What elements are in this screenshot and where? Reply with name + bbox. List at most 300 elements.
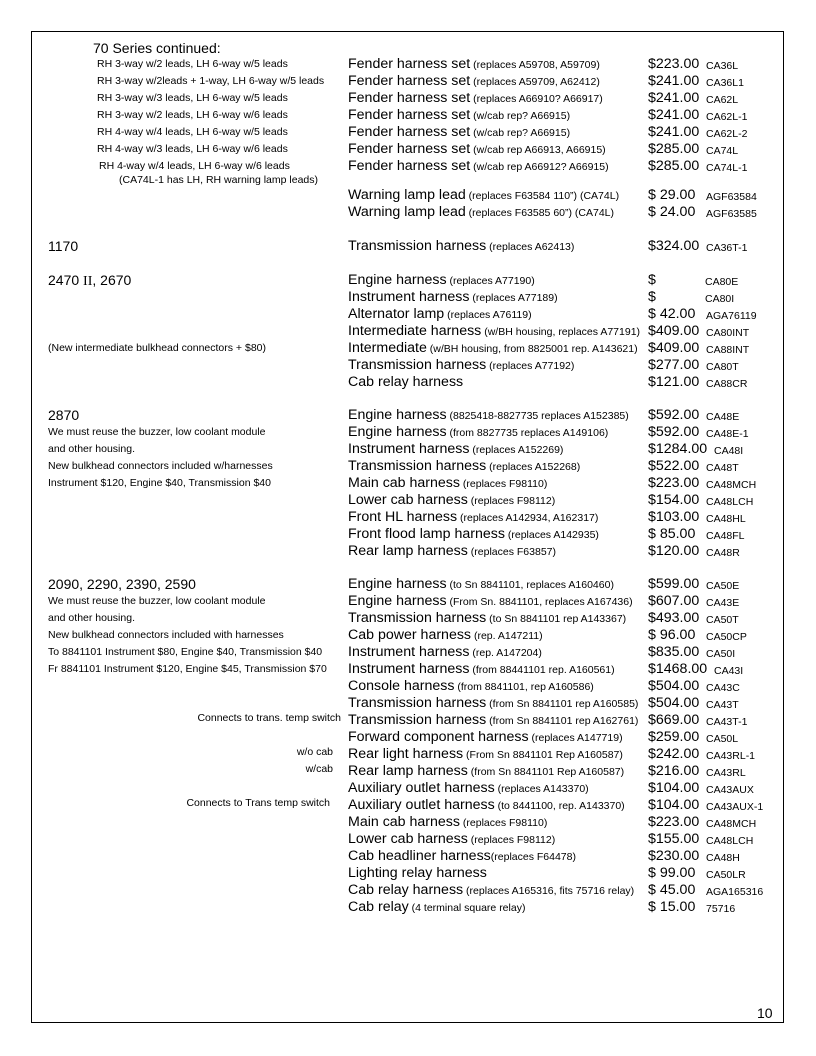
item-price-value: $ (648, 272, 656, 288)
item-price (648, 627, 695, 644)
catalog-item (348, 865, 487, 882)
item-name: Rear lamp harness (348, 543, 468, 559)
item-price (648, 187, 695, 204)
item-detail: (replaces F98110) (459, 478, 548, 490)
item-price (648, 441, 707, 458)
item-code: CA43AUX-1 (706, 801, 764, 813)
item-detail: (replaces A76119) (444, 309, 532, 321)
item-code: CA48R (706, 547, 740, 559)
item-name: Transmission harness (348, 357, 487, 373)
item-detail: (replaces A152268) (486, 461, 581, 473)
item-code: CA48T (706, 462, 739, 474)
item-price (648, 848, 699, 865)
item-code: CA48E-1 (706, 428, 749, 440)
item-code: CA50T (706, 614, 739, 626)
item-price (648, 107, 699, 124)
item-price-value: $241.00 (648, 73, 700, 89)
item-code: 75716 (706, 903, 736, 915)
item-name: Warning lamp lead (348, 187, 466, 203)
item-price-value: $ 99.00 (648, 865, 696, 881)
item-code: AGA76119 (706, 310, 757, 322)
item-price-value: $285.00 (648, 158, 700, 174)
item-name: Engine harness (348, 272, 447, 288)
item-price (648, 644, 699, 661)
item-name: Instrument harness (348, 289, 470, 305)
item-code: CA74L-1 (706, 162, 748, 174)
item-price (648, 475, 699, 492)
item-detail: (replaces A66910? A66917) (470, 93, 603, 105)
catalog-item (348, 899, 525, 917)
catalog-item (348, 610, 626, 628)
right-aligned-note: Connects to Trans temp switch (186, 797, 330, 809)
item-name: Engine harness (348, 576, 447, 592)
item-price (648, 899, 695, 916)
item-price-value: $ 96.00 (648, 627, 696, 643)
item-code: CA43I (714, 665, 744, 677)
item-detail: (replaces A147719) (528, 732, 623, 744)
item-detail: (replaces A77189) (469, 292, 558, 304)
item-code: CA43RL-1 (706, 750, 756, 762)
item-price-value: $242.00 (648, 746, 700, 762)
left-note: RH 4-way w/4 leads, LH 6-way w/5 leads (97, 126, 288, 138)
catalog-item (348, 797, 625, 815)
item-name: Cab headliner harness (348, 848, 491, 864)
item-code: CA48HL (706, 513, 746, 525)
catalog-item (348, 746, 623, 764)
item-detail: (replaces F98110) (459, 817, 548, 829)
item-detail: (replaces F63857) (467, 546, 557, 558)
item-detail: (w/BH housing, replaces A77191) (481, 326, 641, 338)
item-price (648, 797, 699, 814)
item-name: Intermediate (348, 340, 427, 356)
item-price-value: $504.00 (648, 678, 700, 694)
item-code: CA48FL (706, 530, 745, 542)
item-name: Auxiliary outlet harness (348, 780, 495, 796)
model-group-label: 2090, 2290, 2390, 2590 (48, 576, 196, 592)
item-name: Cab relay harness (348, 882, 464, 898)
catalog-item (348, 238, 574, 256)
catalog-item (348, 695, 638, 713)
item-detail: (replaces A142934, A162317) (457, 512, 599, 524)
catalog-item (348, 661, 615, 679)
catalog-item (348, 882, 634, 900)
item-code: CA48I (714, 445, 744, 457)
left-note: and other housing. (48, 443, 135, 455)
item-code: CA62L (706, 94, 739, 106)
catalog-item (348, 543, 556, 561)
item-name: Lighting relay harness (348, 865, 487, 881)
item-price-value: $324.00 (648, 238, 700, 254)
model-group-label (48, 272, 131, 290)
item-price-value: $409.00 (648, 340, 700, 356)
catalog-item (348, 323, 640, 341)
item-price (648, 746, 699, 763)
model-group-label-part: , 2670 (92, 272, 132, 288)
catalog-item (348, 124, 570, 142)
item-name: Fender harness set (348, 158, 471, 174)
item-price (648, 593, 699, 610)
item-name: Fender harness set (348, 56, 471, 72)
item-detail: (replaces A59708, A59709) (470, 59, 600, 71)
item-detail: (replaces F64478) (490, 851, 576, 863)
item-code: CA48MCH (706, 479, 757, 491)
item-price (648, 576, 699, 593)
item-name: Engine harness (348, 424, 447, 440)
item-price (648, 695, 699, 712)
item-detail: (replaces A152269) (469, 444, 564, 456)
left-note: We must reuse the buzzer, low coolant module (48, 595, 266, 607)
item-price-value: $ 24.00 (648, 204, 696, 220)
item-detail: (replaces F98112) (467, 834, 556, 846)
item-price (648, 374, 699, 391)
page-number: 10 (757, 1005, 773, 1021)
item-code: CA50LR (706, 869, 746, 881)
item-price-value: $ 42.00 (648, 306, 696, 322)
item-price-value: $669.00 (648, 712, 700, 728)
catalog-item (348, 712, 638, 730)
catalog-item (348, 831, 555, 849)
item-price (648, 882, 695, 899)
catalog-item (348, 289, 558, 307)
model-group-label: 2870 (48, 407, 80, 423)
item-name: Front HL harness (348, 509, 458, 525)
item-detail: (rep. A147211) (471, 630, 543, 642)
item-price (648, 357, 699, 374)
item-code: AGF63585 (706, 208, 757, 220)
item-code: CA80E (705, 276, 739, 288)
item-name: Cab relay (348, 899, 409, 915)
item-price-value: $592.00 (648, 424, 700, 440)
item-code: CA43T-1 (706, 716, 748, 728)
item-name: Transmission harness (348, 712, 487, 728)
item-detail: (replaces F98112) (467, 495, 556, 507)
item-price-value: $241.00 (648, 107, 700, 123)
item-price-value: $ (648, 289, 656, 305)
item-code: CA62L-1 (706, 111, 748, 123)
catalog-item (348, 187, 619, 205)
item-name: Instrument harness (348, 644, 470, 660)
item-detail: (replaces A143370) (494, 783, 589, 795)
item-code: CA80T (706, 361, 739, 373)
item-name: Forward component harness (348, 729, 529, 745)
item-detail: (from Sn 8841101 Rep A160587) (467, 766, 625, 778)
catalog-item (348, 204, 614, 222)
item-price (648, 661, 707, 678)
catalog-item (348, 306, 532, 324)
left-note: and other housing. (48, 612, 135, 624)
item-detail: (replaces A165316, fits 75716 relay) (463, 885, 635, 897)
item-price (648, 158, 699, 175)
left-note: To 8841101 Instrument $80, Engine $40, Transmission $40 (48, 646, 323, 658)
item-price (648, 424, 699, 441)
model-group-label-part: 2470 (48, 272, 84, 288)
catalog-item (348, 340, 638, 358)
item-code: CA43T (706, 699, 739, 711)
left-note: Instrument $120, Engine $40, Transmission $40 (48, 477, 271, 489)
item-name: Intermediate harness (348, 323, 482, 339)
item-code: CA88CR (706, 378, 748, 390)
item-code: CA50I (706, 648, 736, 660)
item-price (648, 73, 699, 90)
item-name: Fender harness set (348, 124, 471, 140)
item-name: Instrument harness (348, 661, 470, 677)
item-name: Transmission harness (348, 695, 487, 711)
left-note: New bulkhead connectors included with harnesses (48, 629, 284, 641)
item-name: Engine harness (348, 593, 447, 609)
catalog-item (348, 424, 608, 442)
catalog-item (348, 272, 535, 290)
item-price-value: $104.00 (648, 780, 700, 796)
catalog-item (348, 509, 598, 527)
item-name: Instrument harness (348, 441, 470, 457)
item-code: CA43RL (706, 767, 746, 779)
item-price (648, 306, 695, 323)
item-price-value: $ 85.00 (648, 526, 696, 542)
item-price (648, 729, 699, 746)
item-price (648, 56, 699, 73)
right-aligned-note: w/cab (305, 763, 333, 775)
item-code: CA48MCH (706, 818, 757, 830)
item-code: CA43C (706, 682, 740, 694)
left-note: (CA74L-1 has LH, RH warning lamp leads) (119, 174, 319, 186)
catalog-item (348, 644, 542, 662)
item-price (648, 323, 699, 340)
item-detail: (replaces A62413) (486, 241, 575, 253)
item-code: CA80INT (706, 327, 750, 339)
item-code: CA43E (706, 597, 740, 609)
item-code: CA50CP (706, 631, 747, 643)
item-price-value: $1284.00 (648, 441, 708, 457)
item-price-value: $223.00 (648, 814, 700, 830)
left-note: (New intermediate bulkhead connectors + $80) (48, 342, 266, 354)
item-detail: (from Sn 8841101 rep A160585) (486, 698, 639, 710)
catalog-item (348, 107, 570, 125)
item-price (648, 238, 699, 255)
catalog-item (348, 678, 594, 696)
item-price (648, 814, 699, 831)
catalog-item (348, 729, 623, 747)
left-note: RH 3-way w/2leads + 1-way, LH 6-way w/5 leads (97, 75, 325, 87)
catalog-item (348, 475, 547, 493)
item-code: AGA165316 (706, 886, 764, 898)
catalog-item (348, 441, 563, 459)
item-price-value: $277.00 (648, 357, 700, 373)
item-price (648, 509, 699, 526)
item-detail: (replaces A59709, A62412) (470, 76, 600, 88)
item-code: CA36L (706, 60, 739, 72)
item-detail: (replaces A77192) (486, 360, 575, 372)
item-code: CA48LCH (706, 496, 754, 508)
item-code: CA50L (706, 733, 739, 745)
left-note: RH 3-way w/2 leads, LH 6-way w/5 leads (97, 58, 288, 70)
item-price-value: $1468.00 (648, 661, 708, 677)
item-price (648, 712, 699, 729)
item-code: CA36T-1 (706, 242, 748, 254)
catalog-item (348, 593, 633, 611)
item-price (648, 780, 699, 797)
item-name: Transmission harness (348, 458, 487, 474)
item-name: Lower cab harness (348, 492, 468, 508)
item-price-value: $230.00 (648, 848, 700, 864)
item-price (648, 678, 699, 695)
item-name: Auxiliary outlet harness (348, 797, 495, 813)
item-detail: (w/cab rep? A66915) (470, 127, 571, 139)
item-price (648, 204, 695, 221)
item-code: CA74L (706, 145, 739, 157)
item-price (648, 543, 699, 560)
section-heading: 70 Series continued: (93, 40, 221, 56)
left-note: RH 4-way w/3 leads, LH 6-way w/6 leads (97, 143, 288, 155)
item-name: Transmission harness (348, 238, 487, 254)
item-detail: (replaces F63584 110”) (CA74L) (465, 190, 620, 202)
item-name: Fender harness set (348, 141, 471, 157)
item-price (648, 526, 695, 543)
item-name: Lower cab harness (348, 831, 468, 847)
item-detail: (4 terminal square relay) (408, 902, 526, 914)
item-detail: (w/cab rep? A66915) (470, 110, 571, 122)
item-name: Front flood lamp harness (348, 526, 505, 542)
item-detail: (replaces A142935) (504, 529, 599, 541)
left-note: Fr 8841101 Instrument $120, Engine $45, Transmission $70 (48, 663, 327, 675)
item-price-value: $216.00 (648, 763, 700, 779)
catalog-item (348, 158, 609, 176)
item-name: Fender harness set (348, 73, 471, 89)
catalog-item (348, 526, 599, 544)
item-detail: (from 88441101 rep. A160561) (469, 664, 615, 676)
item-detail: (replaces A77190) (446, 275, 535, 287)
item-code: CA88INT (706, 344, 750, 356)
left-note: RH 3-way w/2 leads, LH 6-way w/6 leads (97, 109, 288, 121)
item-price (648, 124, 699, 141)
item-code: CA48H (706, 852, 740, 864)
catalog-item (348, 357, 574, 375)
item-detail: (rep. A147204) (469, 647, 542, 659)
item-price-value: $607.00 (648, 593, 700, 609)
left-note: We must reuse the buzzer, low coolant module (48, 426, 266, 438)
item-code: CA48LCH (706, 835, 754, 847)
item-name: Transmission harness (348, 610, 487, 626)
item-price-value: $121.00 (648, 374, 700, 390)
item-price-value: $155.00 (648, 831, 700, 847)
item-name: Main cab harness (348, 475, 460, 491)
item-code: AGF63584 (706, 191, 757, 203)
item-code: CA80I (705, 293, 735, 305)
catalog-item (348, 458, 580, 476)
right-aligned-note: w/o cab (296, 746, 333, 758)
item-detail: (8825418-8827735 replaces A152385) (446, 410, 629, 422)
catalog-item (348, 56, 600, 74)
catalog-item (348, 814, 547, 832)
item-price-value: $241.00 (648, 90, 700, 106)
item-price (648, 492, 699, 509)
item-price (648, 865, 695, 882)
item-code: CA43AUX (706, 784, 754, 796)
item-name: Warning lamp lead (348, 204, 466, 220)
item-price (648, 831, 699, 848)
item-detail: (from Sn 8841101 rep A162761) (486, 715, 639, 727)
item-name: Fender harness set (348, 107, 471, 123)
item-detail: (to Sn 8841101, replaces A160460) (446, 579, 614, 591)
item-name: Rear light harness (348, 746, 464, 762)
item-detail: (w/BH housing, from 8825001 rep. A143621) (426, 343, 638, 355)
item-name: Cab relay harness (348, 374, 464, 390)
item-detail: (w/cab rep A66912? A66915) (470, 161, 609, 173)
item-detail: (replaces F63585 60”) (CA74L) (465, 207, 615, 219)
catalog-item (348, 374, 463, 391)
item-price (648, 289, 656, 306)
model-group-label-part: II (83, 274, 93, 289)
item-price (648, 458, 699, 475)
item-price (648, 610, 699, 627)
item-detail: (From Sn 8841101 Rep A160587) (463, 749, 623, 761)
item-price-value: $259.00 (648, 729, 700, 745)
item-code: CA48E (706, 411, 740, 423)
item-code: CA50E (706, 580, 740, 592)
item-price-value: $599.00 (648, 576, 700, 592)
item-name: Console harness (348, 678, 455, 694)
catalog-item (348, 407, 629, 425)
item-name: Engine harness (348, 407, 447, 423)
item-price-value: $409.00 (648, 323, 700, 339)
item-price-value: $ 45.00 (648, 882, 696, 898)
item-price-value: $493.00 (648, 610, 700, 626)
item-price-value: $ 15.00 (648, 899, 696, 915)
item-detail: (to Sn 8841101 rep A143367) (486, 613, 627, 625)
item-price-value: $592.00 (648, 407, 700, 423)
item-price (648, 272, 656, 289)
item-price (648, 141, 699, 158)
left-note: New bulkhead connectors included w/harnesses (48, 460, 273, 472)
catalog-item (348, 90, 603, 108)
item-detail: (From Sn. 8841101, replaces A167436) (446, 596, 633, 608)
item-price-value: $522.00 (648, 458, 700, 474)
item-price-value: $120.00 (648, 543, 700, 559)
left-note: RH 3-way w/3 leads, LH 6-way w/5 leads (97, 92, 288, 104)
item-price-value: $835.00 (648, 644, 700, 660)
item-price-value: $103.00 (648, 509, 700, 525)
item-name: Fender harness set (348, 90, 471, 106)
item-code: CA36L1 (706, 77, 744, 89)
catalog-item (348, 73, 600, 91)
item-name: Main cab harness (348, 814, 460, 830)
catalog-item (348, 627, 543, 645)
catalog-item (348, 848, 576, 866)
item-price (648, 763, 699, 780)
item-detail: (to 8441100, rep. A143370) (494, 800, 625, 812)
catalog-item (348, 492, 555, 510)
item-price-value: $154.00 (648, 492, 700, 508)
item-price-value: $241.00 (648, 124, 700, 140)
item-price (648, 407, 699, 424)
item-price-value: $104.00 (648, 797, 700, 813)
item-name: Cab power harness (348, 627, 472, 643)
left-note: RH 4-way w/4 leads, LH 6-way w/6 leads (99, 160, 290, 172)
item-detail: (from 8841101, rep A160586) (454, 681, 594, 693)
item-price-value: $285.00 (648, 141, 700, 157)
catalog-item (348, 763, 624, 781)
item-price-value: $223.00 (648, 475, 700, 491)
item-price-value: $223.00 (648, 56, 700, 72)
item-detail: (from 8827735 replaces A149106) (446, 427, 609, 439)
item-price-value: $504.00 (648, 695, 700, 711)
catalog-item (348, 780, 589, 798)
item-name: Rear lamp harness (348, 763, 468, 779)
item-price (648, 90, 699, 107)
item-price-value: $ 29.00 (648, 187, 696, 203)
item-name: Alternator lamp (348, 306, 445, 322)
item-price (648, 340, 699, 357)
model-group-label: 1170 (48, 238, 79, 254)
